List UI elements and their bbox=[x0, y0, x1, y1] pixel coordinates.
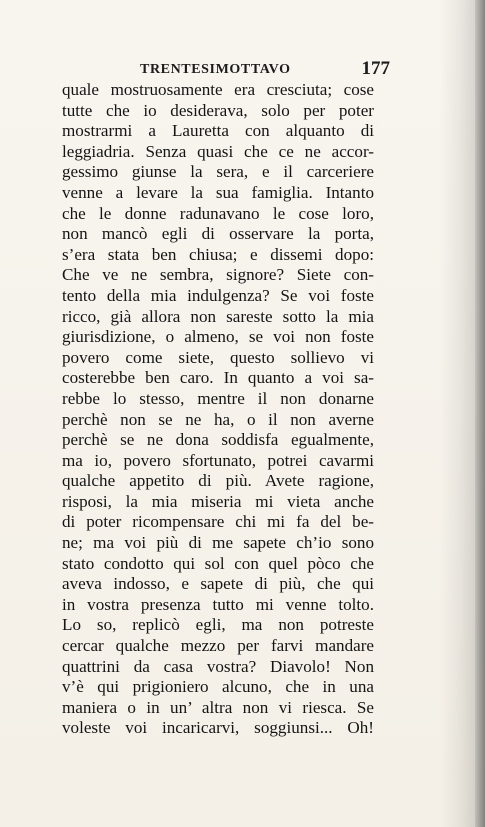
text-line: ma io, povero sfortunato, potrei cavarmi bbox=[62, 450, 374, 470]
text-line: ne; ma voi più di me sapete ch’io sono bbox=[62, 533, 374, 553]
text-line: costerebbe ben caro. In quanto a voi sa- bbox=[62, 368, 374, 388]
page-edge-shadow bbox=[475, 0, 485, 827]
text-line: mostrarmi a Lauretta con alquanto di bbox=[62, 121, 374, 141]
text-line: Che ve ne sembra, signore? Siete con- bbox=[62, 265, 374, 285]
text-line: aveva indosso, e sapete di più, che qui bbox=[62, 574, 374, 594]
text-line: di poter ricompensare chi mi fa del be- bbox=[62, 512, 374, 532]
text-line: maniera o in un’ altra non vi riesca. Se bbox=[62, 697, 374, 717]
text-line: tento della mia indulgenza? Se voi foste bbox=[62, 285, 374, 305]
page-number: 177 bbox=[361, 58, 390, 79]
text-line: perchè se ne dona soddisfa egualmente, bbox=[62, 430, 374, 450]
text-line: quattrini da casa vostra? Diavolo! Non bbox=[62, 656, 374, 676]
text-line: v’è qui prigioniero alcuno, che in una bbox=[62, 677, 374, 697]
text-line: ricco, già allora non sareste sotto la mia bbox=[62, 306, 374, 326]
text-line: leggiadria. Senza quasi che ce ne accor- bbox=[62, 141, 374, 161]
text-line: stato condotto qui sol con quel pòco che bbox=[62, 553, 374, 573]
running-title: TRENTESIMOTTAVO bbox=[140, 62, 291, 77]
text-line: povero come siete, questo sollievo vi bbox=[62, 347, 374, 367]
body-text bbox=[62, 80, 374, 739]
text-line: non mancò egli di osservare la porta, bbox=[62, 224, 374, 244]
text-line: cercar qualche mezzo per farvi mandare bbox=[62, 636, 374, 656]
page-header bbox=[140, 58, 390, 82]
text-line: rebbe lo stesso, mentre il non donarne bbox=[62, 388, 374, 408]
text-line: s’era stata ben chiusa; e dissemi dopo: bbox=[62, 244, 374, 264]
text-line: Lo so, replicò egli, ma non potreste bbox=[62, 615, 374, 635]
text-line: qualche appetito di più. Avete ragione, bbox=[62, 471, 374, 491]
text-line: giurisdizione, o almeno, se voi non foste bbox=[62, 327, 374, 347]
text-line: voleste voi incaricarvi, soggiunsi... Oh! bbox=[62, 718, 374, 738]
text-line: in vostra presenza tutto mi venne tolto. bbox=[62, 594, 374, 614]
text-line: gessimo giunse la sera, e il carceriere bbox=[62, 162, 374, 182]
text-line: perchè non se ne ha, o il non averne bbox=[62, 409, 374, 429]
text-line: quale mostruosamente era cresciuta; cose bbox=[62, 80, 374, 99]
text-line: risposi, la mia miseria mi vieta anche bbox=[62, 491, 374, 511]
text-line: che le donne radunavano le cose loro, bbox=[62, 203, 374, 223]
text-line: venne a levare la sua famiglia. Intanto bbox=[62, 182, 374, 202]
text-line: tutte che io desiderava, solo per poter bbox=[62, 100, 374, 120]
